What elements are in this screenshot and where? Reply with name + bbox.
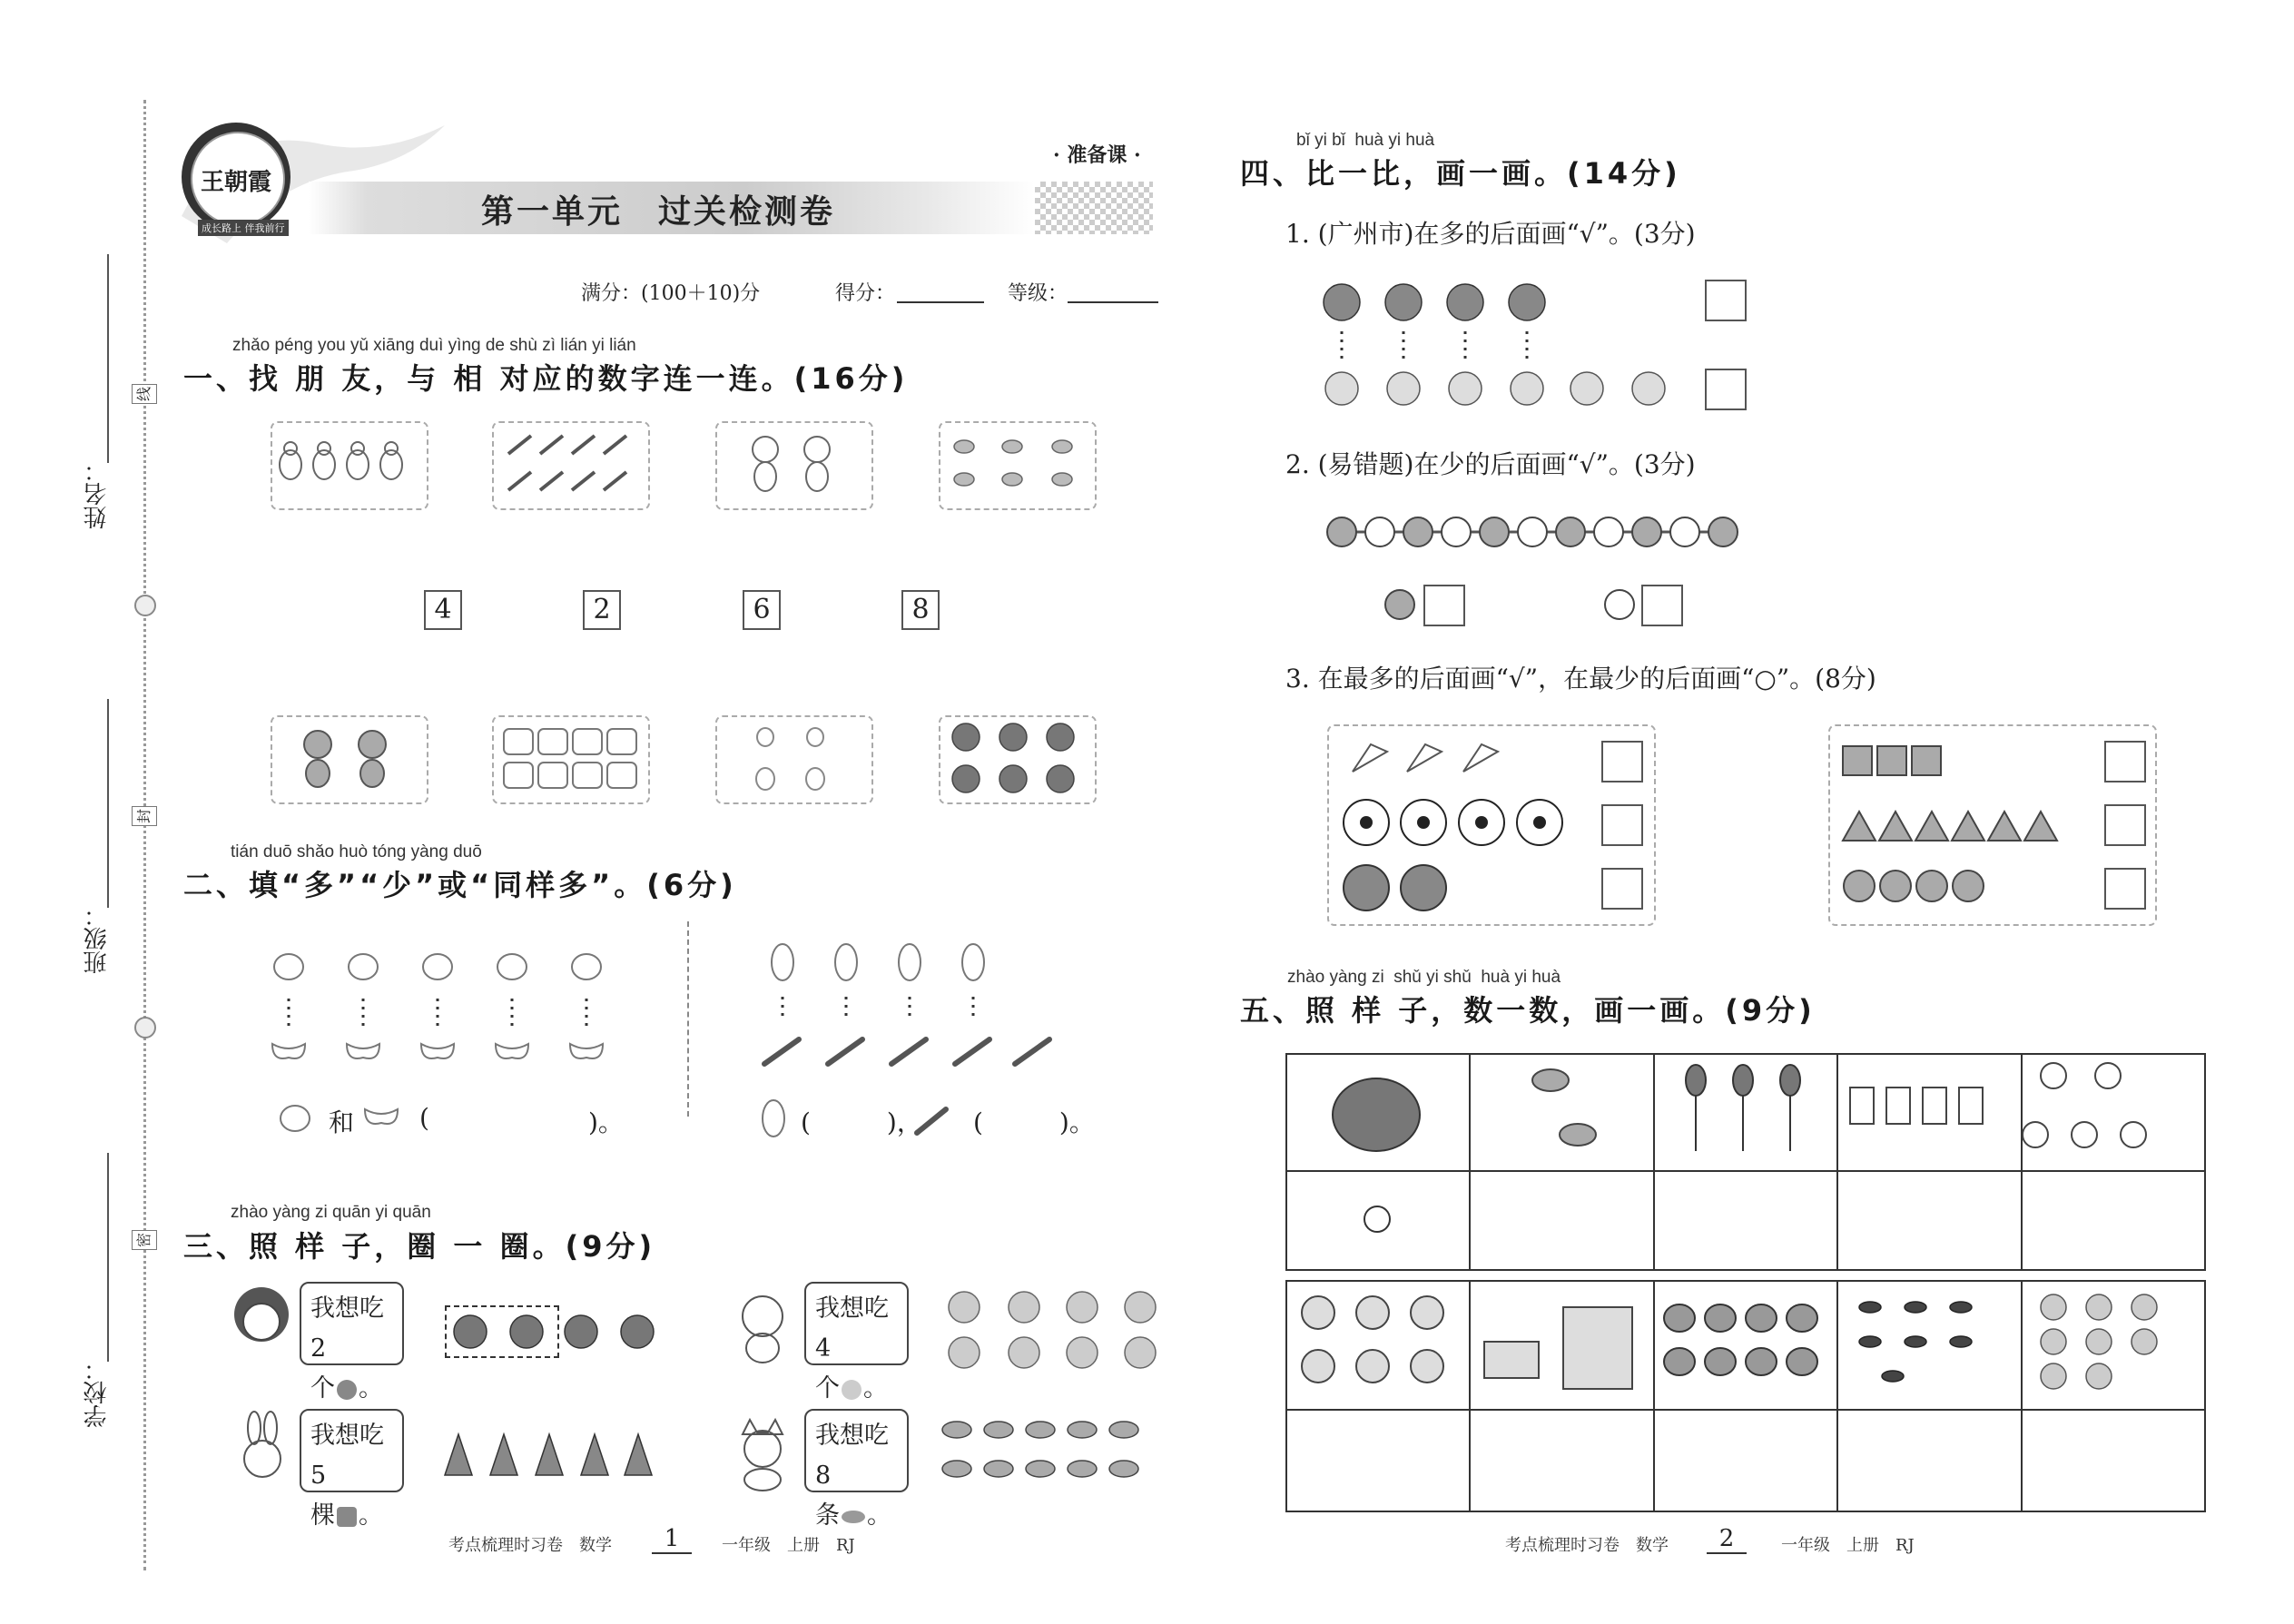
tulip-icon [1686, 1065, 1800, 1151]
example-answer-circle [1364, 1206, 1390, 1232]
school-label: 学校： [84, 1357, 111, 1428]
puppy-icon [2023, 1063, 2146, 1147]
sec4-q3: 3. 在最多的后面画“√”，在最少的后面画“○”。(8分) [1285, 664, 1876, 694]
melon-icon [1664, 1304, 1817, 1375]
bubble-2-line2: 个 。 [815, 1374, 888, 1403]
sec1-number-2[interactable]: 2 [583, 590, 621, 630]
book-stack-icon [1484, 1307, 1632, 1389]
sec2-right-paren-1: ( )， [801, 1107, 922, 1137]
bubble-4-line2: 条 。 [815, 1501, 891, 1530]
bubble-1-line1: 我想吃2 [310, 1294, 384, 1363]
bubble-3-line2: 棵 。 [310, 1501, 383, 1530]
bubble-3-line1: 我想吃5 [310, 1422, 384, 1490]
sec5-title: 五、照 样 子，数一数，画一画。(9分) [1240, 993, 1816, 1028]
sec4-q1: 1. (广州市)在多的后面画“√”。(3分) [1285, 219, 1696, 249]
sec2-right-paren-2: ( )。 [973, 1107, 1095, 1137]
logo-text: 王朝霞 [200, 169, 271, 196]
footer-left-page: 1 [652, 1525, 692, 1554]
sec5-pinyin: zhào yàng zi shǔ yi shǔ huà yi huà [1287, 968, 1561, 987]
footer-right-page: 2 [1707, 1525, 1747, 1554]
footer-left-tail: 一年级 上册 RJ [722, 1536, 855, 1555]
sec4-title: 四、比一比，画一画。(14分) [1240, 156, 1681, 191]
sec4-pinyin: bǐ yi bǐ huà yi huà [1296, 131, 1435, 150]
goldfish-icon [1532, 1069, 1596, 1146]
bubble-1-line2: 个 。 [310, 1374, 383, 1403]
footer-right-tail: 一年级 上册 RJ [1781, 1536, 1915, 1555]
footer-right-text: 考点梳理时习卷 数学 [1505, 1536, 1669, 1555]
sec3-pinyin: zhào yàng zi quān yi quān [231, 1203, 431, 1222]
logo-slogan: 成长路上 伴我前行 [198, 220, 289, 236]
ant-icon [1859, 1302, 1972, 1382]
bubble-2-line1: 我想吃4 [815, 1294, 889, 1363]
sec1-title: 一、找 朋 友，与 相 对应的数字连一连。(16分) [183, 361, 909, 396]
seal-char-2: 封 [132, 806, 157, 826]
pumpkin-icon [1333, 1078, 1420, 1151]
sec2-he: 和 [329, 1107, 355, 1137]
sec2-left-paren-open: ( [419, 1103, 429, 1133]
chair-icon [1850, 1088, 1983, 1124]
footer-left-text: 考点梳理时习卷 数学 [448, 1536, 612, 1555]
ball-icon [1302, 1296, 1443, 1383]
sec2-title: 二、填“多”“少”或“同样多”。(6分) [183, 868, 737, 902]
section-tag: · 准备课 · [1053, 143, 1141, 167]
full-score: 满分：(100＋10)分 [581, 282, 761, 305]
sec4-q2: 2. (易错题)在少的后面画“√”。(3分) [1285, 449, 1696, 479]
bubble-4-line1: 我想吃8 [815, 1422, 889, 1490]
sec2-left-paren-close: )。 [588, 1107, 624, 1137]
seal-char-3: 密 [132, 1230, 157, 1250]
sec2-pinyin: tián duō shǎo huò tóng yàng duō [231, 842, 482, 861]
sec1-number-6[interactable]: 6 [743, 590, 781, 630]
sec3-title: 三、照 样 子，圈 一 圈。(9分) [183, 1229, 656, 1264]
seal-char-1: 线 [132, 384, 157, 404]
page-title: 第一单元 过关检测卷 [481, 193, 836, 231]
score-label: 得分： [835, 282, 896, 305]
sec1-number-4[interactable]: 4 [424, 590, 462, 630]
sec1-number-8[interactable]: 8 [901, 590, 940, 630]
peach-icon [2041, 1294, 2157, 1389]
class-label: 班级： [84, 903, 111, 974]
grade-label: 等级： [1008, 282, 1068, 305]
sec1-pinyin: zhǎo péng you yǔ xiāng duì yìng de shù zì lián yi lián [232, 336, 636, 355]
name-label: 姓名： [84, 458, 111, 529]
